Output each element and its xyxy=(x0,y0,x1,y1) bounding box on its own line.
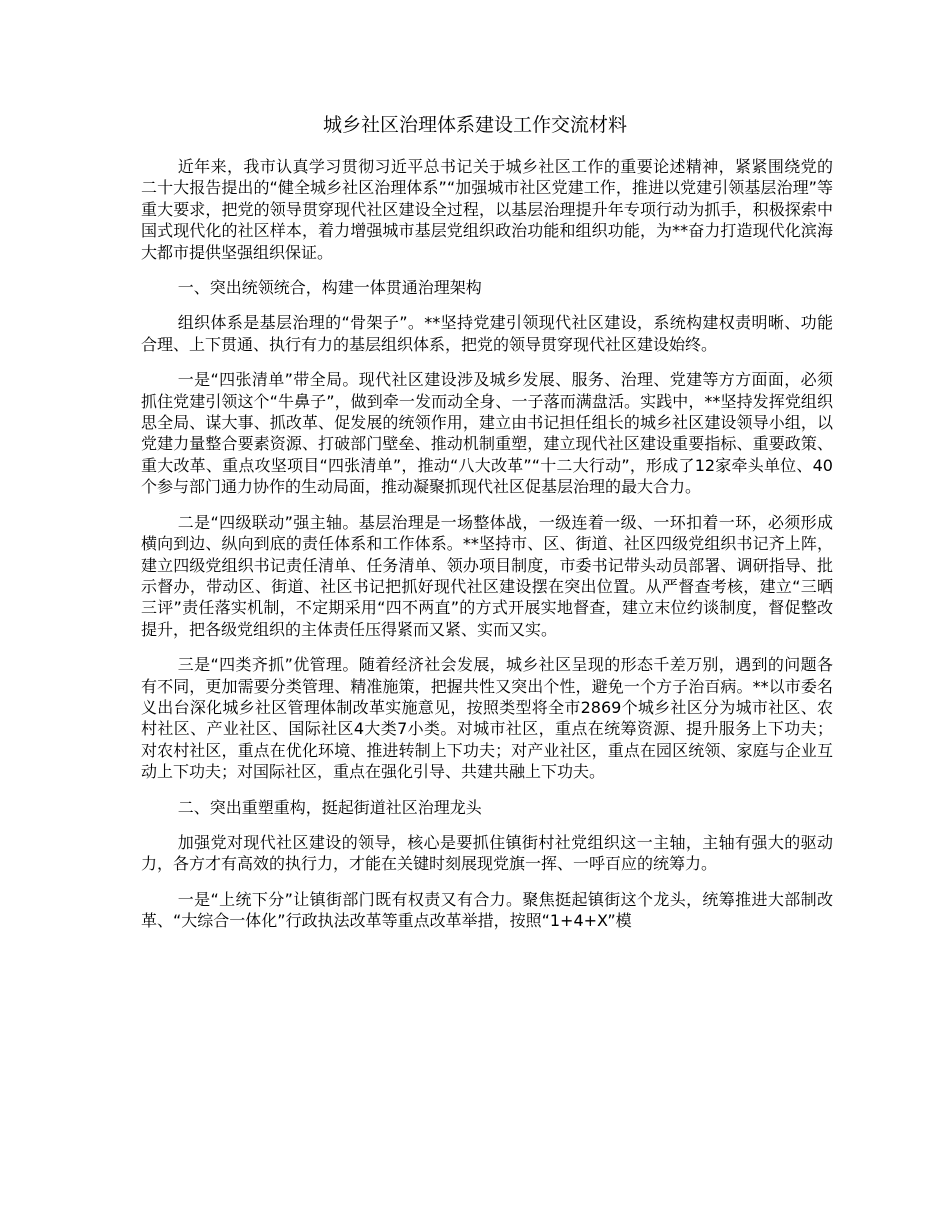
document-body xyxy=(141,156,833,946)
paragraph-four-types: 三是“四类齐抓”优管理。随着经济社会发展，城乡社区呈现的形态千差万别，遇到的问题各有不同，更加需要分类管理、精准施策，把握共性又突出个性，避免一个方子治百病。**以市委名义出台深化城乡社区管理体制改革实施意见，按照类型将全市2869个城乡社区分为城市社区、农村社区、产业社区、国际社区4大类7小类。对城市社区，重点在统筹资源、提升服务上下功夫；对农村社区，重点在优化环境、推进转制上下功夫；对产业社区，重点在园区统领、家庭与企业互动上下功夫；对国际社区，重点在强化引导、共建共融上下功夫。 xyxy=(141,655,833,782)
paragraph-intro: 近年来，我市认真学习贯彻习近平总书记关于城乡社区工作的重要论述精神，紧紧围绕党的二十大报告提出的“健全城乡社区治理体系”“加强城市社区党建工作，推进以党建引领基层治理”等重大要求，把党的领导贯穿现代社区建设全过程，以基层治理提升年专项行动为抓手，积极探索中国式现代化的社区样本，着力增强城市基层党组织政治功能和组织功能，为**奋力打造现代化滨海大都市提供坚强组织保证。 xyxy=(141,157,833,262)
section-heading-1: 一、突出统领统合，构建一体贯通治理架构 xyxy=(177,278,482,298)
section-heading-2: 二、突出重塑重构，挺起街道社区治理龙头 xyxy=(177,797,482,817)
paragraph-four-lists: 一是“四张清单”带全局。现代社区建设涉及城乡发展、服务、治理、党建等方方面面，必须抓住党建引领这个“牛鼻子”，做到牵一发而动全身、一子落而满盘活。实践中，**坚持发挥党组织思全局、谋大事、抓改革、促发展的统领作用，建立由书记担任组长的城乡社区建设领导小组，以党建力量整合要素资源、打破部门壁垒、推动机制重塑，建立现代社区建设重要指标、重要政策、重大改革、重点攻坚项目“四张清单”，推动“八大改革”“十二大行动”，形成了12家牵头单位、40个参与部门通力协作的生动局面，推动凝聚抓现代社区促基层治理的最大合力。 xyxy=(141,370,833,497)
document-title: 城乡社区治理体系建设工作交流材料 xyxy=(322,114,627,136)
paragraph-party-leadership: 加强党对现代社区建设的领导，核心是要抓住镇街村社党组织这一主轴，主轴有强大的驱动力，各方才有高效的执行力，才能在关键时刻展现党旗一挥、一呼百应的统筹力。 xyxy=(141,832,833,874)
paragraph-upper-lower: 一是“上统下分”让镇街部门既有权责又有合力。聚焦挺起镇街这个龙头，统筹推进大部制改革、“大综合一体化”行政执法改革等重点改革举措，按照“1+4+X”模 xyxy=(141,889,833,931)
paragraph-four-levels: 二是“四级联动”强主轴。基层治理是一场整体战，一级连着一级、一环扣着一环，必须形成横向到边、纵向到底的责任体系和工作体系。**坚持市、区、街道、社区四级党组织书记齐上阵，建立四级党组织书记责任清单、任务清单、领办项目制度，市委书记带头动员部署、调研指导、批示督办，带动区、街道、社区书记把抓好现代社区建设摆在突出位置。从严督查考核，建立“三晒三评”责任落实机制，不定期采用“四不两直”的方式开展实地督查，建立末位约谈制度，督促整改提升，把各级党组织的主体责任压得紧而又紧、实而又实。 xyxy=(141,512,833,639)
paragraph-org-system: 组织体系是基层治理的“骨架子”。**坚持党建引领现代社区建设，系统构建权责明晰、功能合理、上下贯通、执行有力的基层组织体系，把党的领导贯穿现代社区建设始终。 xyxy=(141,313,833,354)
